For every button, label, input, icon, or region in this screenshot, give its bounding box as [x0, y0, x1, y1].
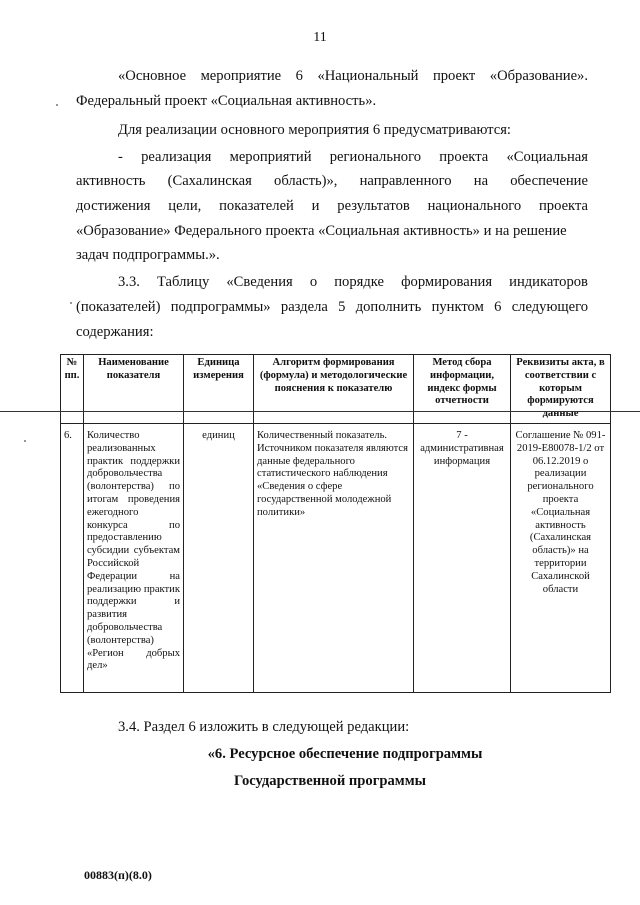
cell-requisites: Соглашение № 091-2019-Е80078-1/2 от 06.12.2019 о реализации регионального проекта «Социальная активность (Сахалинская область)» на территории Сахалинской области [511, 423, 611, 692]
scan-line [0, 411, 640, 412]
word: формирования [401, 274, 493, 290]
word: «Сведения [226, 274, 293, 290]
word: «Образование». [489, 68, 588, 84]
word: мероприятий [229, 149, 312, 165]
word: «Социальная [506, 149, 588, 165]
para5: 3.4. Раздел 6 изложить в следующей редакции: [118, 719, 410, 735]
word: показателей [219, 198, 294, 214]
word: 3.3. [118, 274, 140, 290]
word: мероприятие [200, 68, 282, 84]
cell-no: 6. [61, 423, 84, 692]
word: (показателей) [76, 299, 161, 315]
word: «Национальный [317, 68, 419, 84]
word: обеспечение [510, 173, 588, 189]
section-heading-line1: «6. Ресурсное обеспечение подпрограммы [207, 746, 483, 762]
word: раздела [280, 299, 328, 315]
word: область)», [274, 173, 338, 189]
document-code: 00883(п)(8.0) [84, 868, 152, 882]
word: направленного [359, 173, 452, 189]
word: регионального [329, 149, 421, 165]
cell-algorithm: Количественный показатель. Источником показателя являются данные федерального статистического наблюдения «Сведения о сфере государственной молодежной политики» [254, 423, 414, 692]
word: дополнить [355, 299, 422, 315]
word: подпрограммы» [170, 299, 271, 315]
header-algorithm: Алгоритм формирования (формула) и методологические пояснения к показателю [254, 355, 414, 424]
scan-speck [24, 440, 26, 442]
para3-line4: «Образование» Федерального проекта «Социальная активность» и на решение [76, 223, 567, 239]
para4-line3: содержания: [76, 324, 154, 340]
word: 6 [494, 299, 502, 315]
word: достижения [76, 198, 151, 214]
word: активность [76, 173, 146, 189]
page-number: 11 [313, 30, 327, 45]
para4-line2 [76, 298, 588, 316]
word: и [311, 198, 320, 214]
word: - [118, 149, 123, 165]
para3-line3 [76, 197, 588, 215]
scan-speck [70, 302, 72, 304]
word: проекта [539, 198, 588, 214]
word: реализация [141, 149, 212, 165]
word: индикаторов [509, 274, 588, 290]
header-method: Метод сбора информации, индекс формы отчетности [414, 355, 511, 424]
word: о [309, 274, 318, 290]
para3-line2 [76, 172, 588, 190]
word: пунктом [431, 299, 484, 315]
para1-line1 [118, 67, 588, 85]
header-requisites: Реквизиты акта, в соответствии с которым формируются данные [511, 355, 611, 424]
word: «Основное [118, 68, 187, 84]
header-name: Наименование показателя [84, 355, 184, 424]
word: проекта [439, 149, 489, 165]
para2: Для реализации основного мероприятия 6 предусматриваются: [118, 122, 511, 138]
word: проект [432, 68, 476, 84]
section-heading-line2: Государственной программы [233, 773, 427, 789]
word: (Сахалинская [167, 173, 252, 189]
word: 6 [295, 68, 303, 84]
cell-method: 7 - административная информация [414, 423, 511, 692]
word: Таблицу [156, 274, 210, 290]
header-no: № пп. [61, 355, 84, 424]
word: национального [427, 198, 522, 214]
header-unit: Единица измерения [184, 355, 254, 424]
indicators-table [60, 354, 611, 693]
cell-name: Количество реализованных практик поддержки добровольчества (волонтерства) по итогам проведения ежегодного конкурса по предоставлению субсидии субъектам Российской Федерации на реализацию практик поддержки и развития добровольчества (волонтерства) «Регион добрых дел» [84, 423, 184, 692]
cell-unit: единиц [184, 423, 254, 692]
para4-line1 [118, 273, 588, 291]
scan-speck [56, 104, 58, 106]
table-header-row [61, 355, 611, 424]
table-row [61, 423, 611, 692]
para3-line5: задач подпрограммы.». [76, 247, 220, 263]
word: цели, [168, 198, 202, 214]
word: на [473, 173, 489, 189]
word: следующего [511, 299, 588, 315]
para1-line2: Федеральный проект «Социальная активность». [76, 93, 377, 109]
word: результатов [337, 198, 410, 214]
para3-line1 [118, 148, 588, 166]
word: порядке [334, 274, 384, 290]
word: 5 [338, 299, 346, 315]
